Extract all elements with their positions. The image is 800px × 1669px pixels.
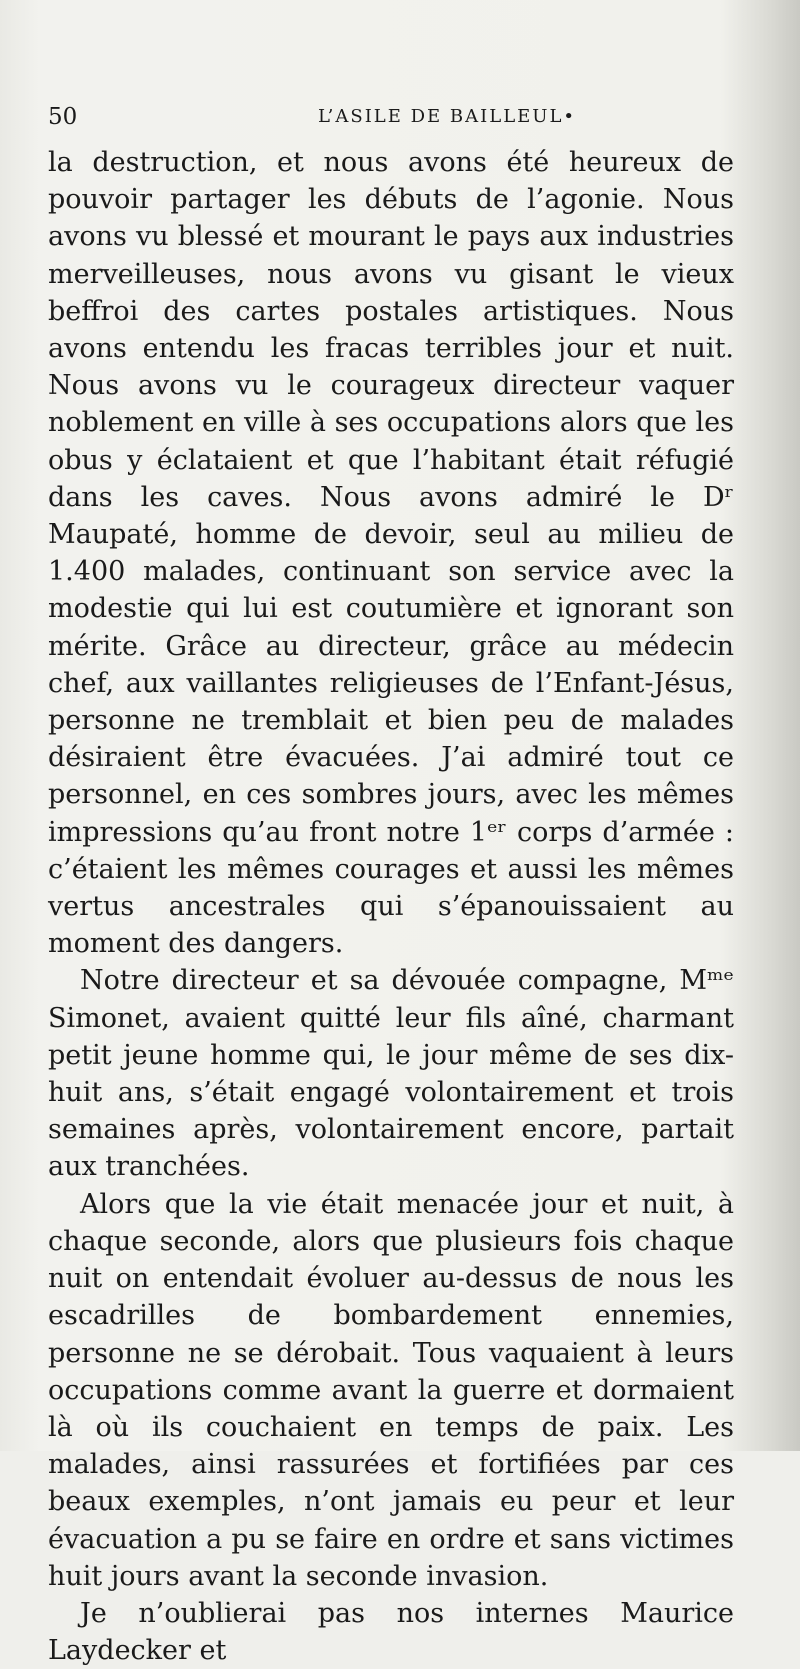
paragraph-3: Alors que la vie était menacée jour et nuit, à chaque seconde, alors que plusieurs fois chaque nuit on entendait évoluer au-dessus de nous les escadrilles de bombardement ennemies, personne ne se dérobait. Tous vaquaient à leurs occupations comme avant la guerre et dormaient là où ils couchaient en temps de paix. Les malades, ainsi rassurées et fortifiées par ces beaux exemples, n’ont jamais eu peur et leur évacuation a pu se faire en ordre et sans victimes huit jours avant la seconde invasion. xyxy=(48,1188,734,1592)
body-text xyxy=(48,144,734,1669)
running-title: L’ASILE DE BAILLEUL• xyxy=(318,106,577,127)
paragraph-2: Notre directeur et sa dévouée compagne, Mᵐᵉ Simonet, avaient quitté leur fils aîné, charmant petit jeune homme qui, le jour même de ses dix-huit ans, s’était engagé volontairement et trois semaines après, volontairement encore, partait aux tranchées. xyxy=(48,965,734,1183)
paragraph-1: la destruction, et nous avons été heureux de pouvoir partager les débuts de l’agonie. Nous avons vu blessé et mourant le pays aux industries merveilleuses, nous avons vu gisant le vieux beffroi des cartes postales artistiques. Nous avons entendu les fracas terribles jour et nuit. Nous avons vu le courageux directeur vaquer noblement en ville à ses occupations alors que les obus y éclataient et que l’habitant était réfugié dans les caves. Nous avons admiré le Dʳ Maupaté, homme de devoir, seul au milieu de 1.400 malades, continuant son service avec la modestie qui lui est coutumière et ignorant son mérite. Grâce au directeur, grâce au médecin chef, aux vaillantes religieuses de l’Enfant-Jésus, personne ne tremblait et bien peu de malades désiraient être évacuées. J’ai admiré tout ce personnel, en ces sombres jours, avec les mêmes impressions qu’au front notre 1ᵉʳ corps d’armée : c’étaient les mêmes courages et aussi les mêmes vertus ancestrales qui s’épanouissaient au moment des dangers. xyxy=(48,147,734,960)
page-header xyxy=(48,100,738,134)
paragraph-4: Je n’oublierai pas nos internes Maurice Laydecker et xyxy=(48,1597,734,1667)
page-number: 50 xyxy=(48,104,78,130)
